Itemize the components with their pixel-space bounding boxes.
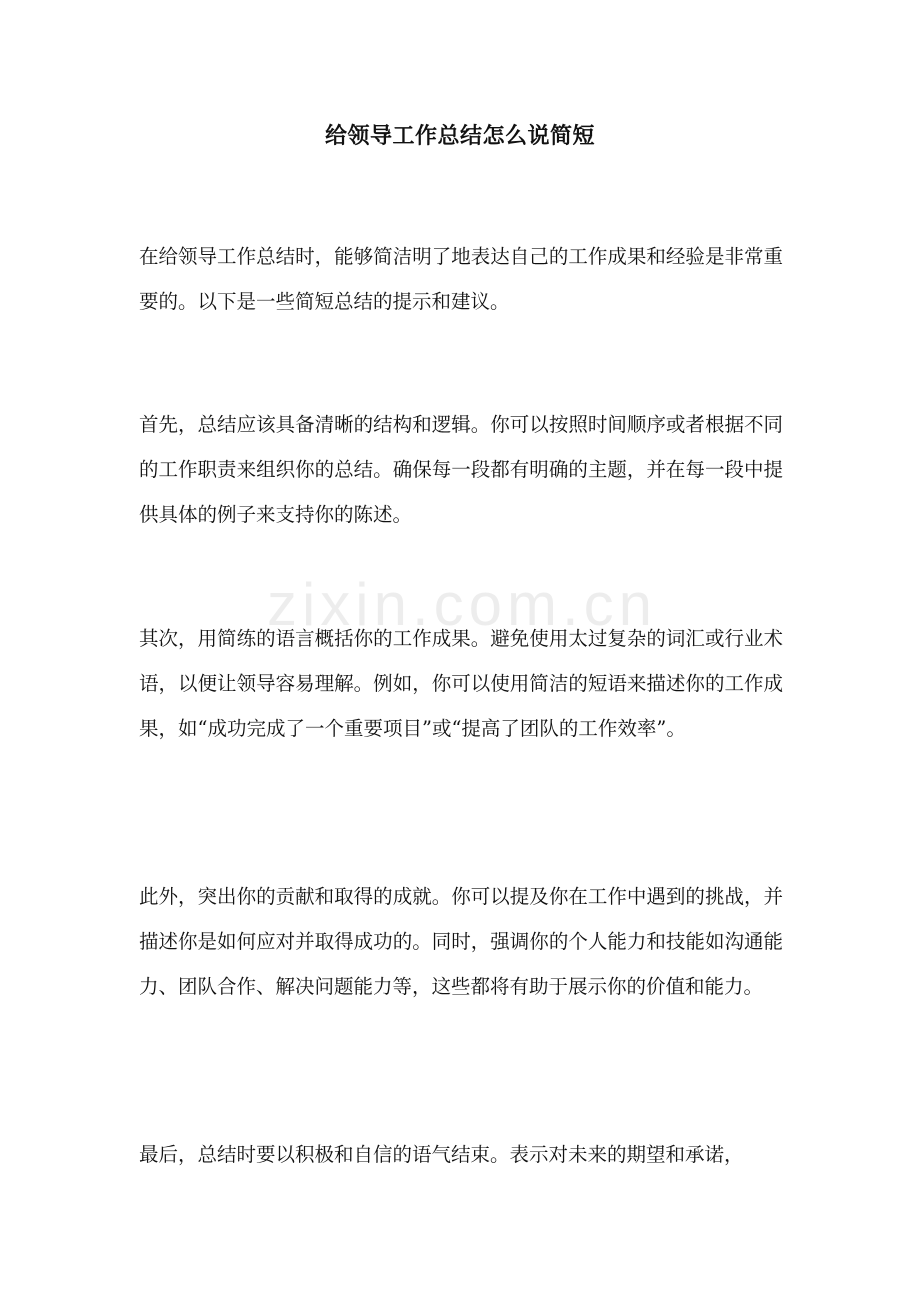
watermark: zixin.com.cn: [266, 571, 658, 638]
document-title: 给领导工作总结怎么说简短: [324, 123, 595, 149]
paragraph-third: 此外，突出你的贡献和取得的成就。你可以提及你在工作中遇到的挑战，并描述你是如何应对并取得成功的。同时，强调你的个人能力和技能如沟通能力、团队合作、解决问题能力等，这些都将有助于展示你的价值和能力。: [139, 885, 783, 998]
paragraph-first: 首先，总结应该具备清晰的结构和逻辑。你可以按照时间顺序或者根据不同的工作职责来组织你的总结。确保每一段都有明确的主题，并在每一段中提供具体的例子来支持你的陈述。: [139, 413, 783, 526]
paragraph-final: 最后，总结时要以积极和自信的语气结束。表示对未来的期望和承诺，: [139, 1143, 744, 1166]
paragraph-second: 其次，用简练的语言概括你的工作成果。避免使用太过复杂的词汇或行业术语，以便让领导容易理解。例如，你可以使用简洁的短语来描述你的工作成果，如“成功完成了一个重要项目”或“提高了团队的工作效率”。: [139, 627, 783, 740]
paragraph-intro: 在给领导工作总结时，能够简洁明了地表达自己的工作成果和经验是非常重要的。以下是一些简短总结的提示和建议。: [139, 245, 783, 313]
